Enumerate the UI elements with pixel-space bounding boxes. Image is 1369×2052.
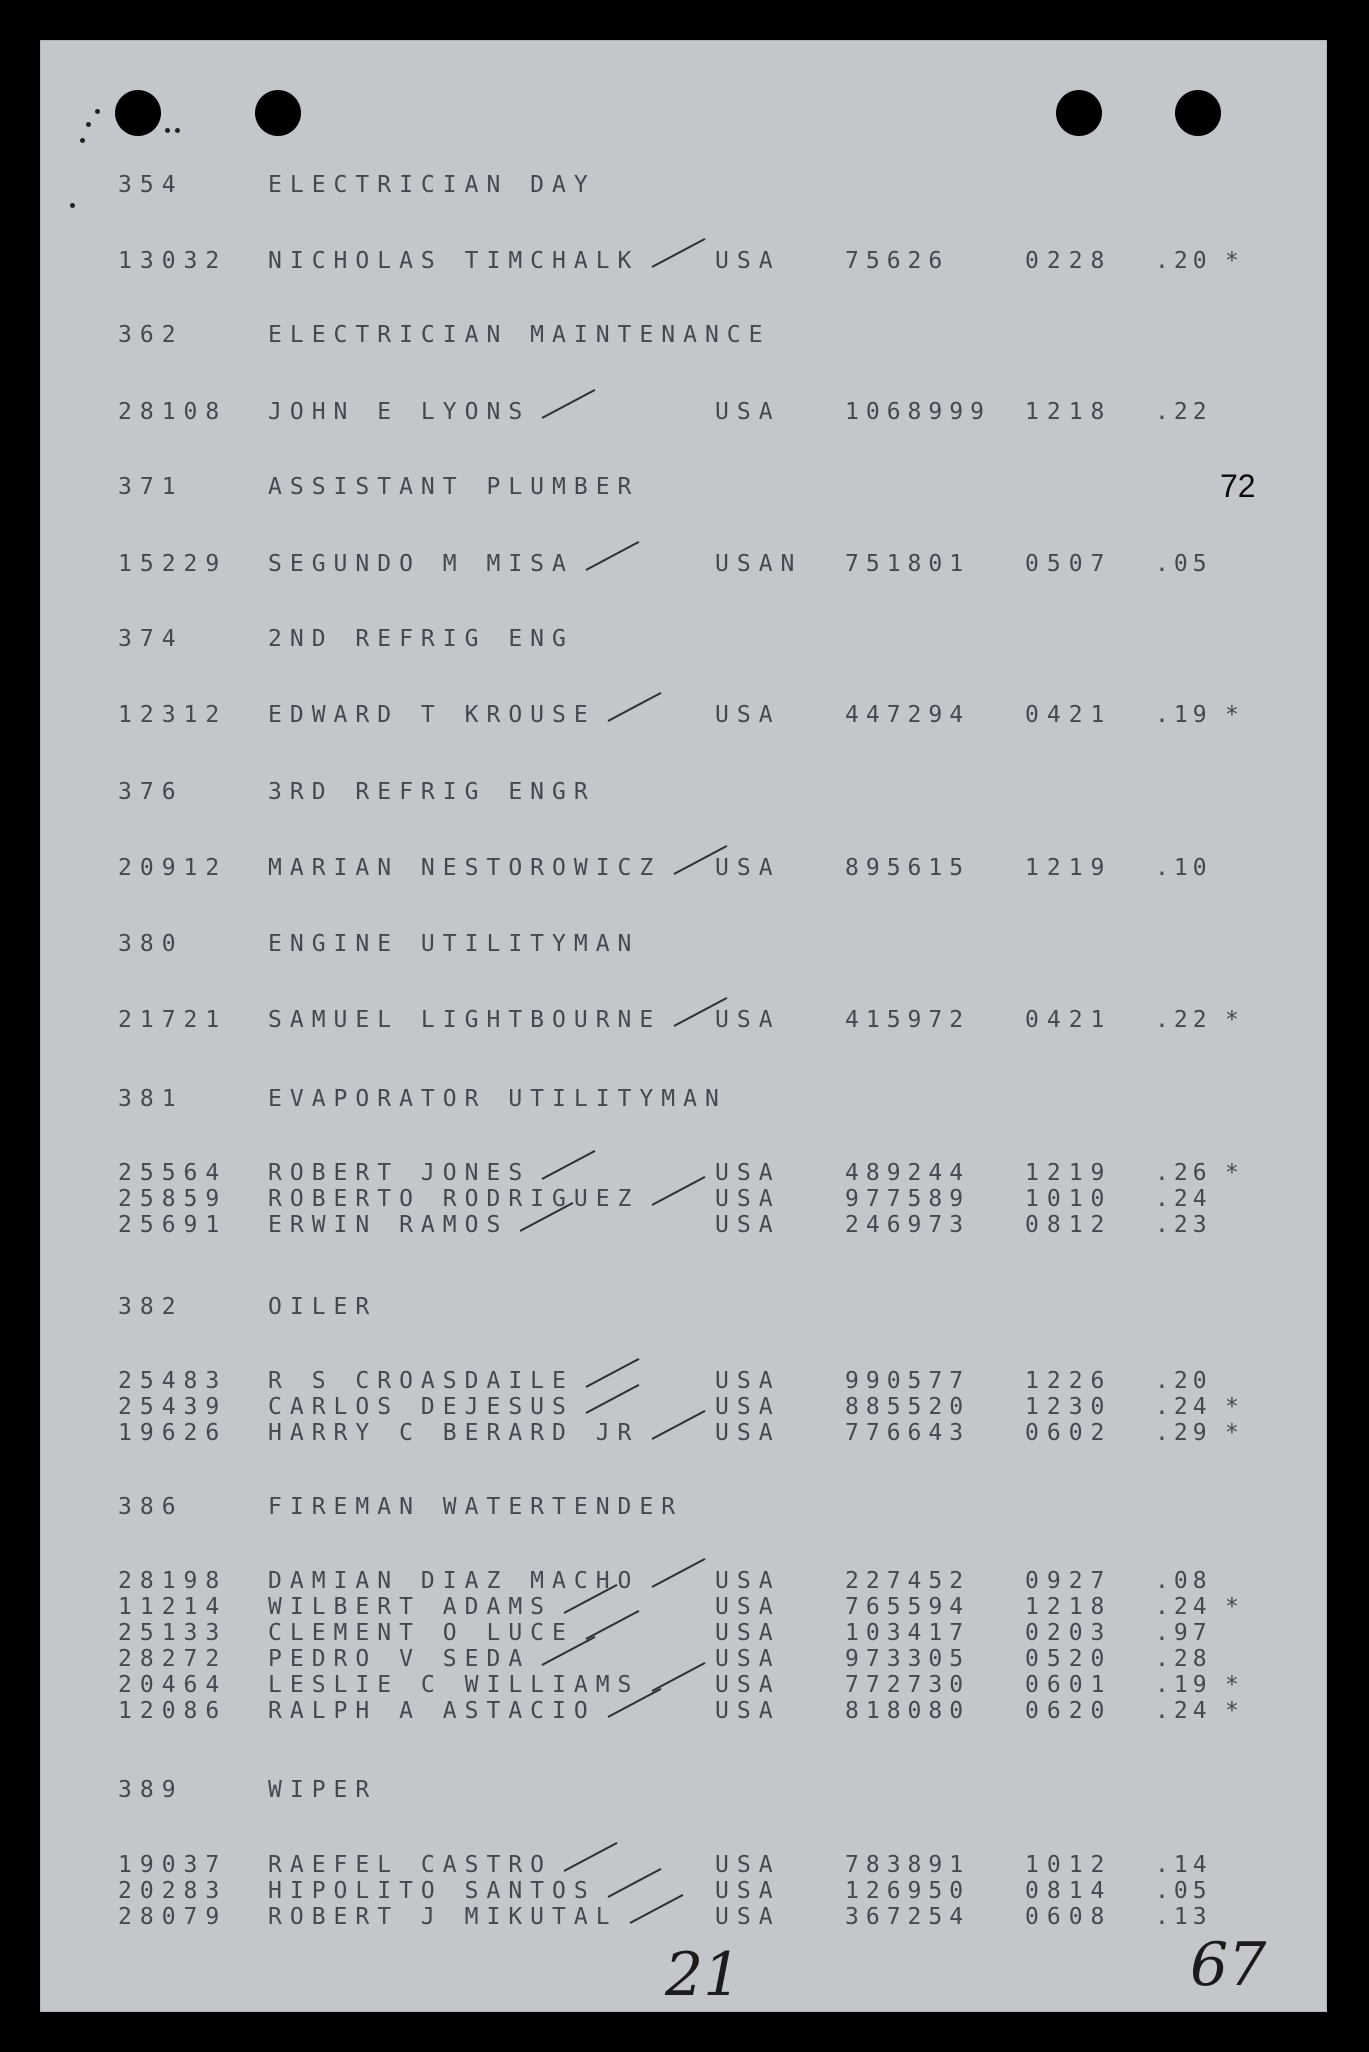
- rate-value: .20: [1155, 1368, 1212, 1394]
- rate-value: .20: [1155, 248, 1212, 274]
- date-code: 0421: [1025, 702, 1113, 728]
- rate-value: .22: [1155, 1007, 1212, 1033]
- record-number: 12312: [118, 702, 228, 728]
- rate-value: .24: [1155, 1186, 1212, 1212]
- record-row: [40, 1620, 1327, 1648]
- asterisk-mark: *: [1225, 702, 1247, 728]
- record-row: [40, 702, 1327, 730]
- record-number: 25564: [118, 1160, 228, 1186]
- record-number: 28272: [118, 1646, 228, 1672]
- z-number: 367254: [845, 1904, 971, 1930]
- section-code: 374: [118, 626, 184, 652]
- section-title: 2ND REFRIG ENG: [268, 626, 574, 652]
- section-heading: [40, 172, 1327, 200]
- date-code: 1219: [1025, 855, 1113, 881]
- citizenship: USA: [715, 248, 781, 274]
- seaman-name: ERWIN RAMOS: [268, 1212, 509, 1238]
- seaman-name: RAEFEL CASTRO: [268, 1852, 553, 1878]
- citizenship: USA: [715, 702, 781, 728]
- citizenship: USA: [715, 1904, 781, 1930]
- rate-value: .24: [1155, 1698, 1212, 1724]
- z-number: 415972: [845, 1007, 971, 1033]
- section-title: EVAPORATOR UTILITYMAN: [268, 1086, 727, 1112]
- date-code: 0927: [1025, 1568, 1113, 1594]
- section-code: 381: [118, 1086, 184, 1112]
- rate-value: .26: [1155, 1160, 1212, 1186]
- rate-value: .19: [1155, 702, 1212, 728]
- record-row: [40, 1212, 1327, 1240]
- record-number: 11214: [118, 1594, 228, 1620]
- citizenship: USA: [715, 1672, 781, 1698]
- asterisk-mark: *: [1225, 1007, 1247, 1033]
- record-row: [40, 1186, 1327, 1214]
- citizenship: USA: [715, 1646, 781, 1672]
- citizenship: USA: [715, 1420, 781, 1446]
- z-number: 765594: [845, 1594, 971, 1620]
- seaman-name: MARIAN NESTOROWICZ: [268, 855, 662, 881]
- seaman-name: NICHOLAS TIMCHALK: [268, 248, 640, 274]
- rate-value: .24: [1155, 1394, 1212, 1420]
- section-heading: [40, 1494, 1327, 1522]
- z-number: 885520: [845, 1394, 971, 1420]
- rate-value: .10: [1155, 855, 1212, 881]
- record-number: 20912: [118, 855, 228, 881]
- section-title: FIREMAN WATERTENDER: [268, 1494, 684, 1520]
- citizenship: USA: [715, 1160, 781, 1186]
- date-code: 1218: [1025, 399, 1113, 425]
- record-number: 19037: [118, 1852, 228, 1878]
- citizenship: USA: [715, 1568, 781, 1594]
- section-title: OILER: [268, 1294, 378, 1320]
- seaman-name: EDWARD T KROUSE: [268, 702, 596, 728]
- z-number: 818080: [845, 1698, 971, 1724]
- z-number: 126950: [845, 1878, 971, 1904]
- seaman-name: HIPOLITO SANTOS: [268, 1878, 596, 1904]
- record-number: 20464: [118, 1672, 228, 1698]
- z-number: 990577: [845, 1368, 971, 1394]
- seaman-name: JOHN E LYONS: [268, 399, 531, 425]
- rate-value: .05: [1155, 1878, 1212, 1904]
- citizenship: USA: [715, 855, 781, 881]
- section-code: 371: [118, 474, 184, 500]
- record-number: 20283: [118, 1878, 228, 1904]
- asterisk-mark: *: [1225, 1394, 1247, 1420]
- date-code: 0228: [1025, 248, 1113, 274]
- rate-value: .19: [1155, 1672, 1212, 1698]
- seaman-name: LESLIE C WILLIAMS: [268, 1672, 640, 1698]
- record-number: 25859: [118, 1186, 228, 1212]
- section-title: ELECTRICIAN MAINTENANCE: [268, 322, 771, 348]
- citizenship: USA: [715, 1594, 781, 1620]
- record-row: [40, 1594, 1327, 1622]
- record-row: [40, 399, 1327, 427]
- date-code: 1012: [1025, 1852, 1113, 1878]
- section-heading: [40, 779, 1327, 807]
- section-title: ELECTRICIAN DAY: [268, 172, 596, 198]
- z-number: 75626: [845, 248, 950, 274]
- seaman-name: R S CROASDAILE: [268, 1368, 574, 1394]
- date-code: 0608: [1025, 1904, 1113, 1930]
- seaman-name: ROBERTO RODRIGUEZ: [268, 1186, 640, 1212]
- section-code: 380: [118, 931, 184, 957]
- citizenship: USA: [715, 1698, 781, 1724]
- record-number: 28198: [118, 1568, 228, 1594]
- seaman-name: ROBERT JONES: [268, 1160, 531, 1186]
- citizenship: USA: [715, 1852, 781, 1878]
- seaman-name: ROBERT J MIKUTAL: [268, 1904, 618, 1930]
- z-number: 895615: [845, 855, 971, 881]
- document-page: [40, 40, 1327, 2012]
- handwritten-number-left: 21: [665, 1940, 742, 2010]
- asterisk-mark: *: [1225, 1160, 1247, 1186]
- z-number: 977589: [845, 1186, 971, 1212]
- date-code: 0507: [1025, 551, 1113, 577]
- z-number: 776643: [845, 1420, 971, 1446]
- citizenship: USA: [715, 1368, 781, 1394]
- record-row: [40, 551, 1327, 579]
- record-number: 28079: [118, 1904, 228, 1930]
- margin-number: 72: [1220, 468, 1256, 504]
- date-code: 0601: [1025, 1672, 1113, 1698]
- record-row: [40, 1878, 1327, 1906]
- section-code: 389: [118, 1777, 184, 1803]
- section-heading: [40, 1777, 1327, 1805]
- record-number: 25483: [118, 1368, 228, 1394]
- date-code: 1230: [1025, 1394, 1113, 1420]
- section-title: 3RD REFRIG ENGR: [268, 779, 596, 805]
- citizenship: USA: [715, 1394, 781, 1420]
- rate-value: .24: [1155, 1594, 1212, 1620]
- section-title: ASSISTANT PLUMBER: [268, 474, 640, 500]
- section-heading: [40, 1086, 1327, 1114]
- section-code: 386: [118, 1494, 184, 1520]
- date-code: 0421: [1025, 1007, 1113, 1033]
- date-code: 1218: [1025, 1594, 1113, 1620]
- rate-value: .97: [1155, 1620, 1212, 1646]
- record-row: [40, 1368, 1327, 1396]
- seaman-name: WILBERT ADAMS: [268, 1594, 553, 1620]
- rate-value: .13: [1155, 1904, 1212, 1930]
- record-row: [40, 1852, 1327, 1880]
- asterisk-mark: *: [1225, 1594, 1247, 1620]
- seaman-name: PEDRO V SEDA: [268, 1646, 531, 1672]
- section-heading: [40, 626, 1327, 654]
- date-code: 0814: [1025, 1878, 1113, 1904]
- record-row: [40, 1672, 1327, 1700]
- citizenship: USA: [715, 1007, 781, 1033]
- section-title: WIPER: [268, 1777, 378, 1803]
- rate-value: .14: [1155, 1852, 1212, 1878]
- record-number: 12086: [118, 1698, 228, 1724]
- record-row: [40, 1568, 1327, 1596]
- section-heading: [40, 474, 1327, 502]
- record-number: 25133: [118, 1620, 228, 1646]
- record-number: 15229: [118, 551, 228, 577]
- record-row: [40, 1420, 1327, 1448]
- document-body: [40, 40, 1327, 2012]
- seaman-name: CARLOS DEJESUS: [268, 1394, 574, 1420]
- section-heading: [40, 322, 1327, 350]
- section-heading: [40, 1294, 1327, 1322]
- rate-value: .28: [1155, 1646, 1212, 1672]
- section-code: 362: [118, 322, 184, 348]
- record-row: [40, 1160, 1327, 1188]
- date-code: 1226: [1025, 1368, 1113, 1394]
- z-number: 751801: [845, 551, 971, 577]
- z-number: 973305: [845, 1646, 971, 1672]
- z-number: 447294: [845, 702, 971, 728]
- record-row: [40, 1646, 1327, 1674]
- handwritten-number-right: 67: [1190, 1930, 1267, 2000]
- record-number: 25439: [118, 1394, 228, 1420]
- date-code: 0812: [1025, 1212, 1113, 1238]
- seaman-name: SAMUEL LIGHTBOURNE: [268, 1007, 662, 1033]
- section-title: ENGINE UTILITYMAN: [268, 931, 640, 957]
- record-row: [40, 1698, 1327, 1726]
- record-row: [40, 1904, 1327, 1932]
- asterisk-mark: *: [1225, 1672, 1247, 1698]
- date-code: 0203: [1025, 1620, 1113, 1646]
- citizenship: USA: [715, 1878, 781, 1904]
- asterisk-mark: *: [1225, 1420, 1247, 1446]
- citizenship: USA: [715, 1620, 781, 1646]
- record-number: 28108: [118, 399, 228, 425]
- seaman-name: SEGUNDO M MISA: [268, 551, 574, 577]
- rate-value: .08: [1155, 1568, 1212, 1594]
- record-number: 13032: [118, 248, 228, 274]
- citizenship: USA: [715, 1186, 781, 1212]
- z-number: 783891: [845, 1852, 971, 1878]
- record-number: 21721: [118, 1007, 228, 1033]
- seaman-name: DAMIAN DIAZ MACHO: [268, 1568, 640, 1594]
- z-number: 1068999: [845, 399, 991, 425]
- z-number: 246973: [845, 1212, 971, 1238]
- date-code: 1219: [1025, 1160, 1113, 1186]
- record-number: 25691: [118, 1212, 228, 1238]
- seaman-name: RALPH A ASTACIO: [268, 1698, 596, 1724]
- rate-value: .29: [1155, 1420, 1212, 1446]
- citizenship: USA: [715, 399, 781, 425]
- record-number: 19626: [118, 1420, 228, 1446]
- section-code: 354: [118, 172, 184, 198]
- date-code: 0602: [1025, 1420, 1113, 1446]
- section-code: 376: [118, 779, 184, 805]
- seaman-name: CLEMENT O LUCE: [268, 1620, 574, 1646]
- section-code: 382: [118, 1294, 184, 1320]
- z-number: 227452: [845, 1568, 971, 1594]
- rate-value: .23: [1155, 1212, 1212, 1238]
- record-row: [40, 248, 1327, 276]
- citizenship: USA: [715, 1212, 781, 1238]
- citizenship: USAN: [715, 551, 803, 577]
- rate-value: .05: [1155, 551, 1212, 577]
- asterisk-mark: *: [1225, 248, 1247, 274]
- z-number: 489244: [845, 1160, 971, 1186]
- rate-value: .22: [1155, 399, 1212, 425]
- seaman-name: HARRY C BERARD JR: [268, 1420, 640, 1446]
- date-code: 1010: [1025, 1186, 1113, 1212]
- z-number: 103417: [845, 1620, 971, 1646]
- record-row: [40, 1394, 1327, 1422]
- section-heading: [40, 931, 1327, 959]
- asterisk-mark: *: [1225, 1698, 1247, 1724]
- date-code: 0620: [1025, 1698, 1113, 1724]
- z-number: 772730: [845, 1672, 971, 1698]
- date-code: 0520: [1025, 1646, 1113, 1672]
